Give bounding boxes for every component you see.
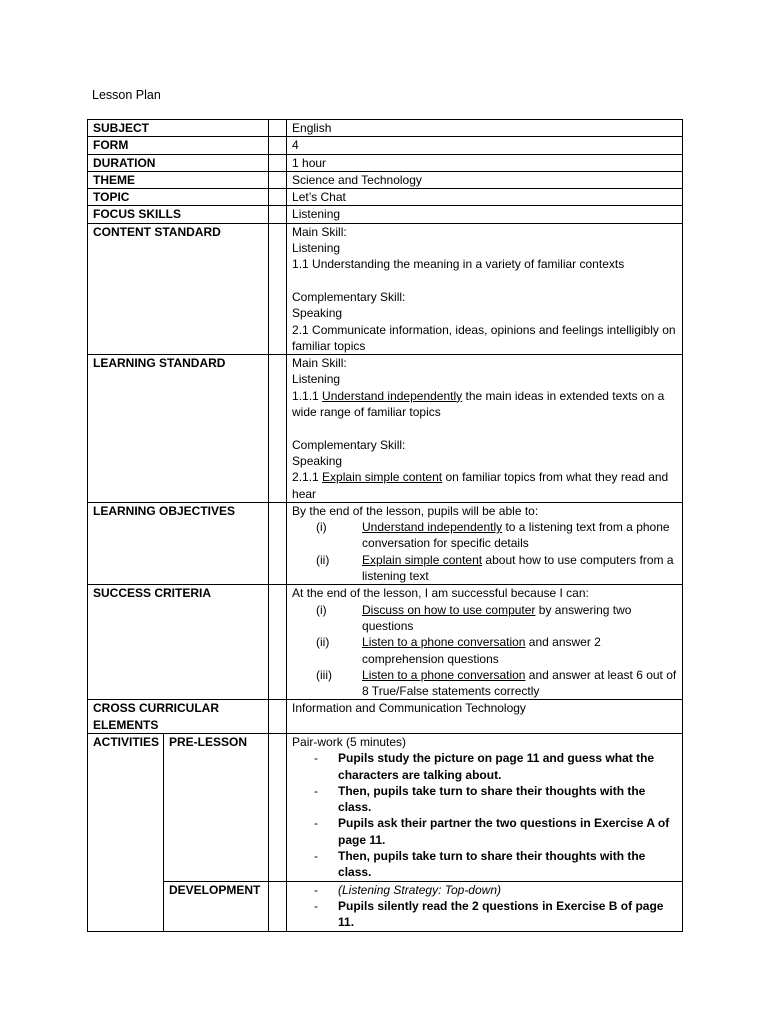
lesson-plan-table [87,119,683,932]
row-cross-curricular [88,700,683,734]
learning-objectives-label: LEARNING OBJECTIVES [88,502,269,584]
duration-value: 1 hour [287,154,683,171]
complementary-skill-standard: 2.1.1 Explain simple content on familiar topics from what they read and hear [292,470,669,501]
row-learning-objectives [88,502,683,584]
spacer-cell [269,881,287,931]
main-skill-name: Listening [292,372,341,387]
list-item: (i) Understand independently to a listening text from a phone conversation for specific details [316,520,670,551]
main-skill-heading: Main Skill: [292,224,347,239]
pre-lesson-heading: Pair-work (5 minutes) [292,734,407,749]
learning-objectives-value [287,502,683,584]
spacer-cell [269,700,287,734]
theme-value: Science and Technology [287,171,683,188]
topic-value: Let’s Chat [287,189,683,206]
complementary-skill-name: Speaking [292,306,343,321]
row-focus-skills [88,206,683,223]
success-intro: At the end of the lesson, I am successful because I can: [292,586,589,601]
row-theme [88,171,683,188]
list-item: - Pupils study the picture on page 11 and guess what the characters are talking about. [314,751,655,782]
focus-skills-label: FOCUS SKILLS [88,206,269,223]
main-skill-standard: 1.1 Understanding the meaning in a variety of familiar contexts [292,257,625,272]
pre-lesson-list [292,750,677,880]
spacer-cell [269,154,287,171]
cross-curricular-value: Information and Communication Technology [287,700,683,734]
main-skill-name: Listening [292,241,341,256]
row-form [88,137,683,154]
pre-lesson-value [287,733,683,881]
content-standard-label: CONTENT STANDARD [88,223,269,354]
learning-standard-label: LEARNING STANDARD [88,355,269,503]
form-label: FORM [88,137,269,154]
objectives-list [292,519,677,584]
list-item: - Then, pupils take turn to share their thoughts with the class. [314,783,646,815]
learning-standard-value [287,355,683,503]
list-item: (i) Discuss on how to use computer by answering two questions [316,602,632,633]
spacer-cell [269,171,287,188]
spacer-cell [269,189,287,206]
development-list [292,882,677,931]
list-item: (ii) Explain simple content about how to use computers from a listening text [316,552,674,584]
form-value: 4 [287,137,683,154]
list-item: - Pupils ask their partner the two questions in Exercise A of page 11. [314,816,670,847]
content-standard-value [287,223,683,354]
row-success-criteria [88,585,683,700]
topic-label: TOPIC [88,189,269,206]
development-label: DEVELOPMENT [164,881,269,931]
objectives-intro: By the end of the lesson, pupils will be able to: [292,503,539,518]
spacer-cell [269,733,287,881]
focus-skills-value: Listening [287,206,683,223]
list-item: - (Listening Strategy: Top-down) [314,882,501,897]
complementary-skill-standard: 2.1 Communicate information, ideas, opinions and feelings intelligibly on familiar topics [292,322,676,353]
complementary-skill-name: Speaking [292,453,343,468]
subject-label: SUBJECT [88,120,269,137]
activities-label: ACTIVITIES [88,733,164,931]
row-development [88,881,683,931]
list-item: - Then, pupils take turn to share their thoughts with the class. [314,849,646,880]
spacer-cell [269,502,287,584]
spacer-cell [269,355,287,503]
cross-curricular-label: CROSS CURRICULAR ELEMENTS [88,700,269,734]
list-item: - Pupils silently read the 2 questions in Exercise B of page 11. [314,898,664,930]
subject-value: English [287,120,683,137]
theme-label: THEME [88,171,269,188]
row-subject [88,120,683,137]
row-learning-standard [88,355,683,503]
row-duration [88,154,683,171]
duration-label: DURATION [88,154,269,171]
spacer-cell [269,120,287,137]
row-pre-lesson [88,733,683,881]
development-value [287,881,683,931]
row-content-standard [88,223,683,354]
spacer-cell [269,223,287,354]
pre-lesson-label: PRE-LESSON [164,733,269,881]
complementary-skill-heading: Complementary Skill: [292,437,406,452]
list-item: (iii) Listen to a phone conversation and answer at least 6 out of 8 True/False statements correctly [316,667,677,699]
spacer-cell [269,585,287,700]
main-skill-standard: 1.1.1 Understand independently the main ideas in extended texts on a wide range of familiar topics [292,388,665,420]
success-list [292,602,677,700]
spacer-cell [269,206,287,223]
complementary-skill-heading: Complementary Skill: [292,289,406,304]
success-criteria-value [287,585,683,700]
page-title: Lesson Plan [92,88,161,102]
main-skill-heading: Main Skill: [292,356,347,371]
spacer-cell [269,137,287,154]
row-topic [88,189,683,206]
success-criteria-label: SUCCESS CRITERIA [88,585,269,700]
list-item: (ii) Listen to a phone conversation and answer 2 comprehension questions [316,635,601,666]
